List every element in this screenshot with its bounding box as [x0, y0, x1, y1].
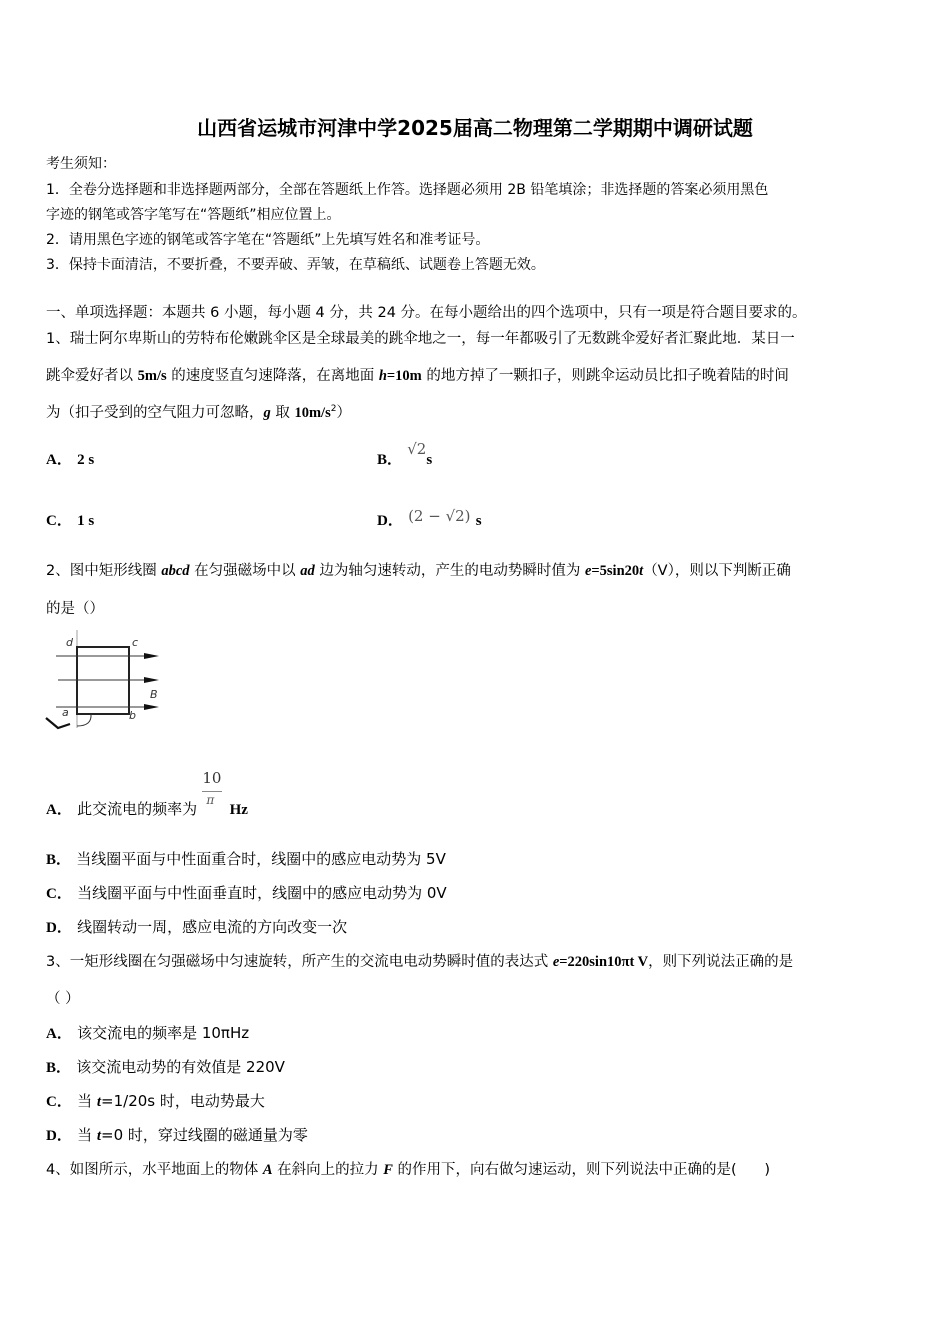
q2-option-d: D． 线圈转动一周，感应电流的方向改变一次 — [46, 918, 348, 936]
q1-option-a: A． 2 s — [46, 452, 95, 468]
section-heading: 一、单项选择题：本题共 6 小题，每小题 4 分，共 24 分。在每小题给出的四个选项中，只有一项是符合题目要求的。 — [46, 305, 807, 321]
svg-text:c: c — [132, 636, 139, 649]
q2-option-a: A． 此交流电的频率为 $\frac{10}{\pi}$ Hz — [46, 769, 248, 818]
question-1-line-2: 跳伞爱好者以 5m/s 的速度竖直匀速降落，在离地面 h=10m 的地方掉了一颗扣子，则跳伞运动员比扣子晚着陆的时间 — [46, 368, 789, 384]
q1-option-d: D． (2 − √2) s — [377, 507, 482, 529]
notice-heading: 考生须知： — [46, 156, 116, 172]
q1-option-b: B． √2s — [377, 440, 433, 468]
question-3-line-2: （ ） — [46, 991, 80, 1007]
svg-text:b: b — [129, 709, 136, 722]
question-3-line-1: 3、一矩形线圈在匀强磁场中匀速旋转，所产生的交流电电动势瞬时值的表达式 e=220sin10πt V，则下列说法正确的是 — [46, 954, 794, 970]
q3-option-b: B． 该交流电动势的有效值是 220V — [46, 1058, 285, 1076]
svg-text:a: a — [62, 706, 69, 719]
notice-item-3: 3．保持卡面清洁，不要折叠，不要弄破、弄皱，在草稿纸、试题卷上答题无效。 — [46, 257, 545, 273]
svg-text:B: B — [150, 688, 158, 701]
question-2-line-1: 2、图中矩形线圈 abcd 在匀强磁场中以 ad 边为轴匀速转动，产生的电动势瞬时值为 e=5sin20t（V），则以下判断正确 — [46, 563, 791, 579]
coil-magnetic-field-figure — [44, 630, 169, 735]
q3-option-a: A． 该交流电的频率是 10πHz — [46, 1024, 250, 1042]
question-1-line-3: 为（扣子受到的空气阻力可忽略，g 取 $10m/s^2$） — [46, 404, 351, 421]
question-4-line-1: 4、如图所示，水平地面上的物体 A 在斜向上的拉力 F 的作用下，向右做匀速运动，则下列说法中正确的是( ) — [46, 1162, 770, 1178]
rectangular-coil-diagram — [44, 630, 169, 735]
q2-option-b: B． 当线圈平面与中性面重合时，线圈中的感应电动势为 5V — [46, 850, 446, 868]
exam-title: 山西省运城市河津中学2025届高二物理第二学期期中调研试题 — [197, 116, 753, 140]
question-1-line-1: 1、瑞士阿尔卑斯山的劳特布伦嫩跳伞区是全球最美的跳伞地之一，每一年都吸引了无数跳伞爱好者汇聚此地．某日一 — [46, 331, 795, 347]
q2-option-c: C． 当线圈平面与中性面垂直时，线圈中的感应电动势为 0V — [46, 884, 447, 902]
notice-item-1-cont: 字迹的钢笔或答字笔写在“答题纸”相应位置上。 — [46, 207, 341, 223]
notice-item-2: 2．请用黑色字迹的钢笔或答字笔在“答题纸”上先填写姓名和准考证号。 — [46, 232, 490, 248]
q1-option-c: C． 1 s — [46, 513, 95, 529]
q3-option-d: D． 当 t=0 时，穿过线圈的磁通量为零 — [46, 1126, 308, 1144]
question-2-line-2: 的是（） — [46, 601, 104, 617]
svg-text:d: d — [66, 636, 73, 649]
q3-option-c: C． 当 t=1/20s 时，电动势最大 — [46, 1092, 265, 1110]
notice-item-1: 1．全卷分选择题和非选择题两部分，全部在答题纸上作答。选择题必须用 2B 铅笔填涂；非选择题的答案必须用黑色 — [46, 182, 769, 198]
fraction-10-over-pi: $\frac{10}{\pi}$ — [202, 769, 222, 807]
